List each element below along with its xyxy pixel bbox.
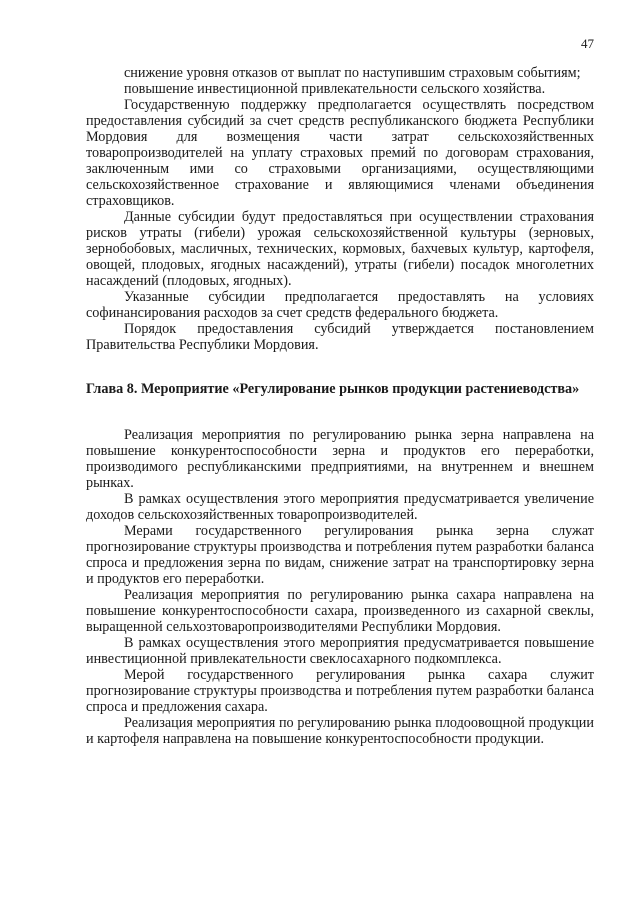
paragraph: В рамках осуществления этого мероприятия предусматривается увеличение доходов сельскохозяйственных товаропроизводителей. [86, 491, 594, 523]
paragraph: Реализация мероприятия по регулированию рынка плодоовощной продукции и картофеля направлена на повышение конкурентоспособности продукции. [86, 715, 594, 747]
document-body [86, 65, 594, 747]
paragraph: снижение уровня отказов от выплат по наступившим страховым событиям; [124, 65, 581, 81]
paragraph: Указанные субсидии предполагается предоставлять на условиях софинансирования расходов за счет средств федерального бюджета. [86, 289, 594, 321]
paragraph: В рамках осуществления этого мероприятия предусматривается повышение инвестиционной привлекательности свеклосахарного подкомплекса. [86, 635, 594, 667]
paragraph: Мерой государственного регулирования рынка сахара служит прогнозирование структуры производства и потребления путем разработки баланса спроса и предложения сахара. [86, 667, 594, 715]
paragraph: Государственную поддержку предполагается осуществлять посредством предоставления субсидий за счет средств республиканского бюджета Республики Мордовия для возмещения части затрат сельскохозяйственных товаропроизводителей на уплату страховых премий по договорам страхования, заключенным ими со страховыми организациями, осуществляющими сельскохозяйственное страхование и являющимися членами объединения страховщиков. [86, 97, 594, 209]
paragraph: Реализация мероприятия по регулированию рынка сахара направлена на повышение конкурентоспособности сахара, произведенного из сахарной свеклы, выращенной сельхозтоваропроизводителями Республики Мордовия. [86, 587, 594, 635]
section-gap [86, 397, 594, 427]
paragraph: Порядок предоставления субсидий утверждается постановлением Правительства Республики Мордовия. [86, 321, 594, 353]
chapter-heading: Глава 8. Мероприятие «Регулирование рынков продукции растениеводства» [86, 381, 580, 397]
page-number: 47 [581, 36, 594, 51]
paragraph: повышение инвестиционной привлекательности сельского хозяйства. [124, 81, 546, 97]
paragraph: Данные субсидии будут предоставляться при осуществлении страхования рисков утраты (гибели) урожая сельскохозяйственной культуры (зерновых, зернобобовых, масличных, технических, кормовых, бахчевых культур, картофеля, овощей, плодовых, ягодных насаждений), утраты (гибели) посадок многолетних насаждений (плодовых, ягодных). [86, 209, 594, 289]
paragraph: Реализация мероприятия по регулированию рынка зерна направлена на повышение конкурентоспособности зерна и продуктов его переработки, производимого республиканскими предприятиями, на внутреннем и внешнем рынках. [86, 427, 594, 491]
paragraph: Мерами государственного регулирования рынка зерна служат прогнозирование структуры производства и потребления путем разработки баланса спроса и предложения зерна по видам, снижение затрат на транспортировку зерна и продуктов его переработки. [86, 523, 594, 587]
